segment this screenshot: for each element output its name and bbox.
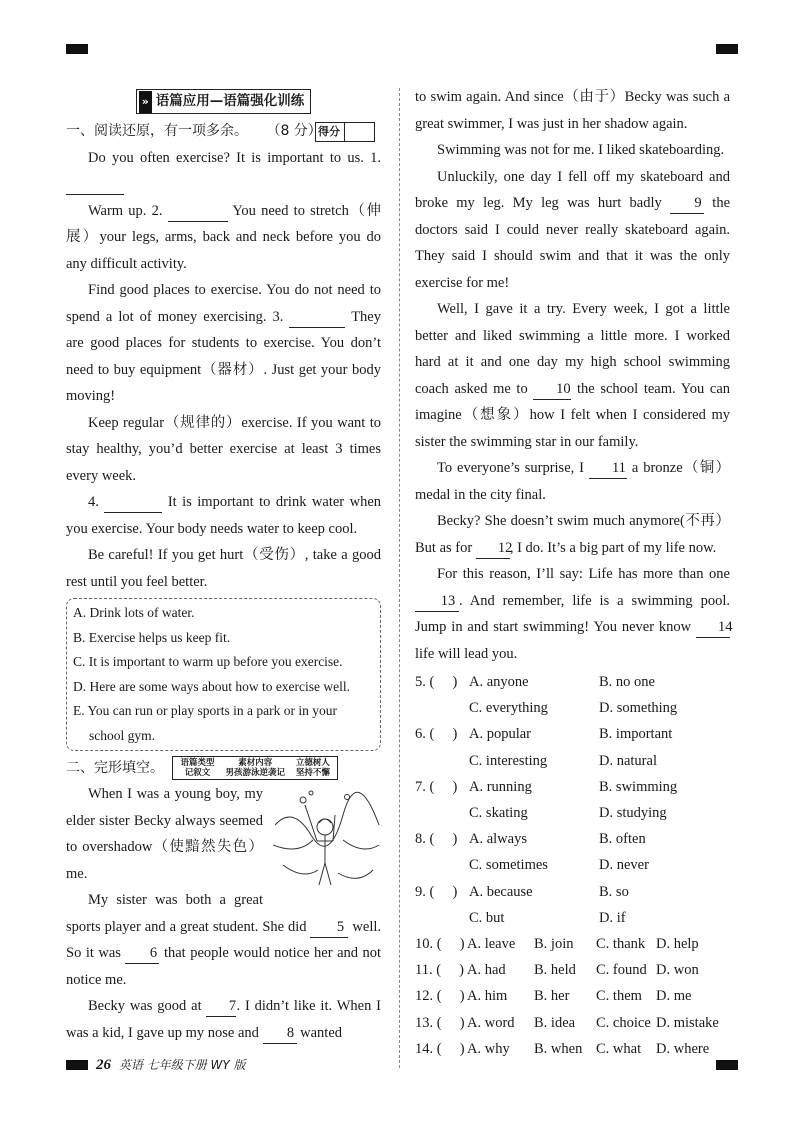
cloze-paragraph-7: To everyone’s surprise, I 11 a bronze（铜）medal in the city final. [415, 460, 731, 503]
question-6-row2: C. interesting D. natural [469, 752, 657, 769]
cloze-blank-9[interactable]: 9 [670, 193, 704, 214]
cloze-blank-6[interactable]: 6 [125, 943, 159, 964]
cloze-blank-10[interactable]: 10 [533, 379, 571, 400]
section2-title: 二、完形填空。 [66, 760, 164, 776]
cloze-paragraph-1: When I was a young boy, my elder sister Becky always seemed to overshadow（使黯然失色）me. [66, 786, 263, 882]
score-label: 得分 [318, 123, 345, 141]
paragraph-6: Be careful! If you get hurt（受伤）, take a good rest until you feel better. [66, 547, 381, 590]
question-13[interactable]: 13. ( ) A. word B. idea C. choice D. mistake [415, 1014, 719, 1031]
answer-blank-3[interactable] [289, 307, 345, 328]
paragraph-2: Warm up. 2. You need to stretch（伸展）your legs, arms, back and neck before you do any difficult activity. [66, 202, 381, 272]
option-e: E. You can run or play sports in a park or in your [73, 703, 337, 718]
corner-mark-top-right [716, 44, 738, 54]
score-box[interactable] [315, 122, 375, 142]
paragraph-3: Find good places to exercise. You do not need to spend a lot of money exercising. 3. They are good places for students to exercise. You don’t need to buy equipment（器材）. Just get your body moving! [66, 282, 381, 404]
cloze-paragraph-2: My sister was both a great sports player and a great student. She did 5 well. So it was 6 that people would notice her and not notice me. [66, 892, 382, 988]
cloze-paragraph-6: Well, I gave it a try. Every week, I got a little better and liked swimming a little more. I worked hard at it and one day my high school swimming coach asked me to 10 the school team. You can imagine（想象）how I felt when I considered my sister the swimming star in our family. [415, 301, 731, 450]
question-14[interactable]: 14. ( ) A. why B. when C. what D. where [415, 1040, 710, 1057]
footer-bar [66, 1060, 88, 1070]
paragraph-1: Do you often exercise? It is important to us. 1. [66, 145, 381, 198]
right-column [415, 84, 733, 1062]
column-divider [399, 88, 400, 1068]
cloze-blank-11[interactable]: 11 [589, 458, 627, 479]
option-a: A. Drink lots of water. [73, 605, 195, 620]
cloze-blank-13[interactable]: 13 [415, 591, 459, 612]
cloze-blank-14[interactable]: 14 [696, 617, 730, 638]
answer-blank-4[interactable] [104, 492, 162, 513]
question-12[interactable]: 12. ( ) A. him B. her C. them D. me [415, 988, 692, 1005]
cloze-blank-7[interactable]: 7 [206, 996, 236, 1017]
paragraph-4: Keep regular（规律的）exercise. If you want to stay healthy, you’d better exercise at least 3 times every week. [66, 414, 381, 484]
question-5[interactable]: 5. ( ) A. anyone B. no one [415, 674, 655, 690]
cloze-paragraph-5: Unluckily, one day I fell off my skateboard and broke my leg. My leg was hurt badly 9 the doctors said I could never really skateboard again. They said I should swim and that it was the only exercise for me! [415, 168, 731, 291]
option-e-continued: school gym. [89, 727, 155, 743]
footer-book-title: 英语 七年级下册 WY 版 [118, 1058, 246, 1072]
corner-mark-top-left [66, 44, 88, 54]
option-d: D. Here are some ways about how to exercise well. [73, 678, 351, 694]
section1-title: 一、阅读还原，有一项多余。 [66, 123, 248, 139]
question-list [415, 669, 730, 1062]
question-6[interactable]: 6. ( ) A. popular B. important [415, 726, 673, 743]
question-10[interactable]: 10. ( ) A. leave B. join C. thank D. help [415, 936, 699, 953]
section1-points: （8 分） [266, 123, 322, 139]
cloze-blank-12[interactable]: 12 [476, 538, 510, 559]
option-c: C. It is important to warm up before you exercise. [73, 654, 343, 669]
cloze-blank-5[interactable]: 5 [310, 917, 348, 938]
option-b: B. Exercise helps us keep fit. [73, 629, 231, 645]
question-5-row2: C. everything D. something [469, 700, 678, 717]
question-11[interactable]: 11. ( ) A. had B. held C. found D. won [415, 962, 699, 979]
cloze-paragraph-9: For this reason, I’ll say: Life has more than one 13 . And remember, life is a swimming pool. Jump in and start swimming! You never know 14 life will lead you. [415, 566, 733, 662]
question-7-row2: C. skating D. studying [469, 805, 667, 822]
page-number: 26 [96, 1057, 111, 1073]
swimmer-illustration-icon [273, 785, 381, 893]
cloze-paragraph-3: Becky was good at 7. I didn’t like it. When I was a kid, I gave up my nose and 8 wanted [66, 993, 381, 1046]
options-box [66, 598, 381, 751]
question-7[interactable]: 7. ( ) A. running B. swimming [415, 778, 678, 795]
cloze-blank-8[interactable]: 8 [263, 1023, 297, 1044]
question-8[interactable]: 8. ( ) A. always B. often [415, 831, 646, 848]
question-9-row2: C. but D. if [469, 909, 626, 926]
answer-blank-2[interactable] [168, 201, 228, 222]
answer-blank-1[interactable] [66, 174, 124, 195]
section-banner [66, 88, 381, 116]
cloze-paragraph-3-continued: to swim again. And since（由于）Becky was such a great swimmer, I was just in her shadow again. [415, 89, 730, 132]
section2-heading [66, 755, 381, 781]
banner-title: 语篇应用—语篇强化训练 [155, 93, 305, 109]
question-8-row2: C. sometimes D. never [469, 857, 649, 874]
left-column [66, 88, 381, 1046]
page-footer [66, 1056, 245, 1074]
passage-tags: 语篇类型 记叙文 素材内容 男孩游泳逆袭记 立德树人 坚持不懈 [172, 756, 337, 780]
double-chevron-icon: » [139, 91, 152, 113]
question-9[interactable]: 9. ( ) A. because B. so [415, 883, 629, 900]
cloze-paragraph-8: Becky? She doesn’t swim much anymore(不再）But as for 12, I do. It’s a big part of my life now. [415, 508, 730, 561]
paragraph-5: 4. It is important to drink water when you exercise. Your body needs water to keep cool. [66, 494, 382, 537]
cloze-paragraph-4: Swimming was not for me. I liked skateboarding. [437, 142, 725, 158]
section1-heading [66, 118, 381, 145]
